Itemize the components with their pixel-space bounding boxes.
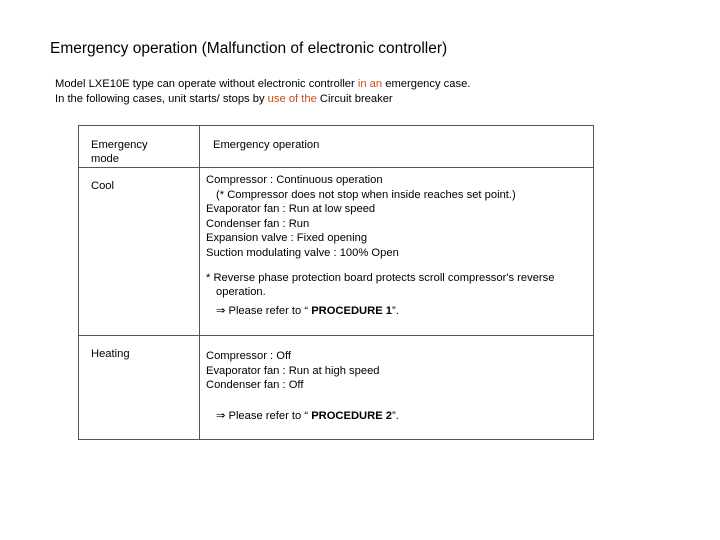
table-row-cool (79, 168, 594, 336)
header-emergency-operation: Emergency operation (200, 126, 594, 168)
intro-line-2-highlight: use of the (267, 93, 317, 105)
emergency-operation-table (78, 125, 594, 440)
heating-line: Compressor : Off (206, 350, 291, 362)
cool-note-line-2: operation. (216, 286, 266, 299)
cool-note-line-1: * Reverse phase protection board protects scroll compressor's reverse (206, 271, 555, 284)
cool-ref-procedure: PROCEDURE 1 (311, 304, 393, 317)
heating-operation-details (200, 336, 594, 440)
intro-line-2-end: Circuit breaker (316, 93, 393, 105)
mode-heating: Heating (79, 336, 200, 440)
heating-ref-procedure: PROCEDURE 2 (311, 409, 393, 422)
heating-line: Condenser fan : Off (206, 379, 304, 392)
heating-procedure-reference (206, 409, 593, 423)
cool-ref-end: ”. (392, 304, 399, 317)
intro-text (55, 77, 470, 107)
intro-line-1 (55, 77, 470, 92)
intro-line-1-text: Model LXE10E type can operate without electronic controller (55, 78, 358, 90)
cool-operation-details (200, 168, 594, 336)
heating-ref-end: ”. (392, 409, 399, 422)
cool-line: (* Compressor does not stop when inside reaches set point.) (216, 188, 516, 201)
header-emergency-mode-text: Emergency mode (91, 139, 148, 165)
cool-line: Suction modulating valve : 100% Open (206, 246, 399, 259)
heating-line: Evaporator fan : Run at high speed (206, 364, 380, 377)
cool-ref-text: ⇒ Please refer to “ (216, 304, 312, 317)
cool-line: Expansion valve : Fixed opening (206, 232, 368, 245)
cool-line: Condenser fan : Run (206, 217, 310, 230)
cool-line: Evaporator fan : Run at low speed (206, 203, 376, 216)
header-emergency-mode (79, 126, 200, 168)
cool-procedure-reference (206, 304, 593, 318)
cool-line: Compressor : Continuous operation (206, 174, 383, 186)
table-header-row (79, 126, 594, 168)
page-title: Emergency operation (Malfunction of electronic controller) (50, 40, 448, 57)
table-row-heating (79, 336, 594, 440)
mode-cool: Cool (79, 168, 200, 336)
intro-line-1-end: emergency case. (382, 78, 471, 90)
intro-line-2-text: In the following cases, unit starts/ stops by (55, 93, 268, 105)
heating-ref-text: ⇒ Please refer to “ (216, 409, 312, 422)
intro-line-2 (55, 92, 470, 107)
intro-line-1-highlight: in an (357, 78, 383, 90)
